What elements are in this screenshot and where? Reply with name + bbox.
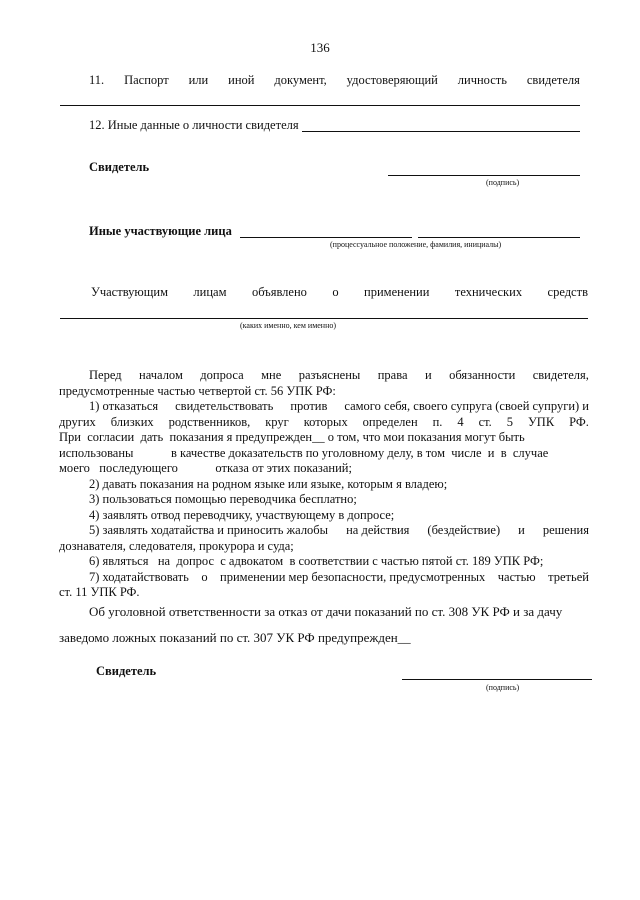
word: и xyxy=(518,523,525,537)
word: личность xyxy=(457,73,507,87)
witness-signature-caption-2: (подпись) xyxy=(486,683,520,692)
item12-fill-line xyxy=(302,131,580,132)
word: права xyxy=(377,368,408,382)
word: (бездействие) xyxy=(427,523,501,537)
word: круг xyxy=(265,414,289,429)
word: Перед xyxy=(89,368,122,382)
word: иной xyxy=(228,73,255,87)
word: объявлено xyxy=(251,285,307,299)
word: о xyxy=(332,285,339,299)
word: средств xyxy=(547,285,588,299)
word: самого себя, своего супруга (своей супруги) и xyxy=(344,399,589,413)
technical-means-fill-line xyxy=(60,318,588,319)
rights-item7-line-2: ст. 11 УПК РФ. xyxy=(59,585,140,599)
witness-signature-caption-1: (подпись) xyxy=(486,178,520,187)
word: родственников, xyxy=(168,414,251,429)
rights-item1-line-2 xyxy=(59,415,589,431)
word: 4 xyxy=(457,414,464,429)
word: 5 xyxy=(506,414,513,429)
word: которых xyxy=(303,414,348,429)
word: 1) отказаться xyxy=(89,399,159,413)
word: документ, xyxy=(274,73,327,87)
word: мне xyxy=(261,368,282,382)
word: определен xyxy=(362,414,418,429)
word: ст. xyxy=(478,414,492,429)
page-number: 136 xyxy=(310,40,330,55)
rights-item1-line-3: При согласии дать показания я предупрежден__ о том, что мои показания могут быть xyxy=(59,430,525,444)
word: свидетеля xyxy=(526,73,580,87)
word: применении мер безопасности, предусмотренных xyxy=(220,569,486,584)
rights-item1-line-5: моего последующего отказа от этих показаний; xyxy=(59,461,352,475)
item11-line xyxy=(89,73,580,88)
word: решения xyxy=(542,523,589,537)
word: Паспорт xyxy=(124,73,169,87)
word: допроса xyxy=(200,368,244,382)
word: частью xyxy=(497,569,536,584)
word: технических xyxy=(454,285,523,299)
rights-item1-line-4: использованы в качестве доказательств по уголовному делу, в том числе и в случае xyxy=(59,445,549,460)
word: свидетеля, xyxy=(532,368,589,382)
item11-fill-line xyxy=(60,105,580,106)
word: лицам xyxy=(193,285,227,299)
word: 5) заявлять ходатайства и приносить жалобы xyxy=(89,523,329,537)
rights-intro-line-2: предусмотренные частью четвертой ст. 56 УПК РФ: xyxy=(59,383,336,398)
word: 11. xyxy=(89,73,105,87)
word: разъяснены xyxy=(298,368,361,382)
liability-line-2: заведомо ложных показаний по ст. 307 УК РФ предупрежден__ xyxy=(59,630,411,645)
witness-signature-line-2 xyxy=(402,679,592,680)
witness-signature-line-1 xyxy=(388,175,580,176)
rights-item5-line-2: дознавателя, следователя, прокурора и суда; xyxy=(59,538,294,553)
word: РФ. xyxy=(569,414,589,429)
word: 7) ходатайствовать xyxy=(89,569,189,584)
rights-intro-line-1 xyxy=(59,368,589,384)
rights-item4: 4) заявлять отвод переводчику, участвующему в допросе; xyxy=(89,507,395,522)
word: близких xyxy=(110,414,154,429)
word: против xyxy=(290,399,328,413)
word: третьей xyxy=(548,569,589,584)
witness-label-2: Свидетель xyxy=(96,664,157,678)
other-participants-line-1 xyxy=(240,237,412,238)
technical-means-caption: (каких именно, кем именно) xyxy=(240,321,337,330)
word: п. xyxy=(432,414,443,429)
word: о xyxy=(201,569,208,584)
item12-label: 12. Иные данные о личности свидетеля xyxy=(89,118,299,132)
word: на действия xyxy=(346,523,410,537)
word: УПК xyxy=(527,414,555,429)
other-participants-caption: (процессуальное положение, фамилия, инициалы) xyxy=(330,240,502,249)
rights-item6: 6) являться на допрос с адвокатом в соответствии с частью пятой ст. 189 УПК РФ; xyxy=(89,554,544,568)
rights-item1-line-1 xyxy=(59,399,589,415)
technical-means-line xyxy=(91,285,588,300)
rights-item3: 3) пользоваться помощью переводчика бесплатно; xyxy=(89,492,357,506)
word: началом xyxy=(139,368,183,382)
word: или xyxy=(188,73,209,87)
word: удостоверяющий xyxy=(346,73,438,87)
rights-item5-line-1 xyxy=(59,523,589,539)
rights-item7-line-1 xyxy=(59,570,589,586)
word: и xyxy=(424,368,432,382)
other-participants-line-2 xyxy=(418,237,580,238)
rights-item2: 2) давать показания на родном языке или языке, которым я владею; xyxy=(89,476,448,491)
word: обязанности xyxy=(449,368,516,382)
word: Участвующим xyxy=(91,285,168,299)
word: других xyxy=(59,414,96,429)
witness-label-1: Свидетель xyxy=(89,160,150,174)
word: свидетельствовать xyxy=(175,399,274,413)
rights-block xyxy=(59,368,589,601)
liability-line-1: Об уголовной ответственности за отказ от дачи показаний по ст. 308 УК РФ и за дачу xyxy=(89,604,563,619)
other-participants-label: Иные участвующие лица xyxy=(89,224,232,238)
word: применении xyxy=(364,285,430,299)
